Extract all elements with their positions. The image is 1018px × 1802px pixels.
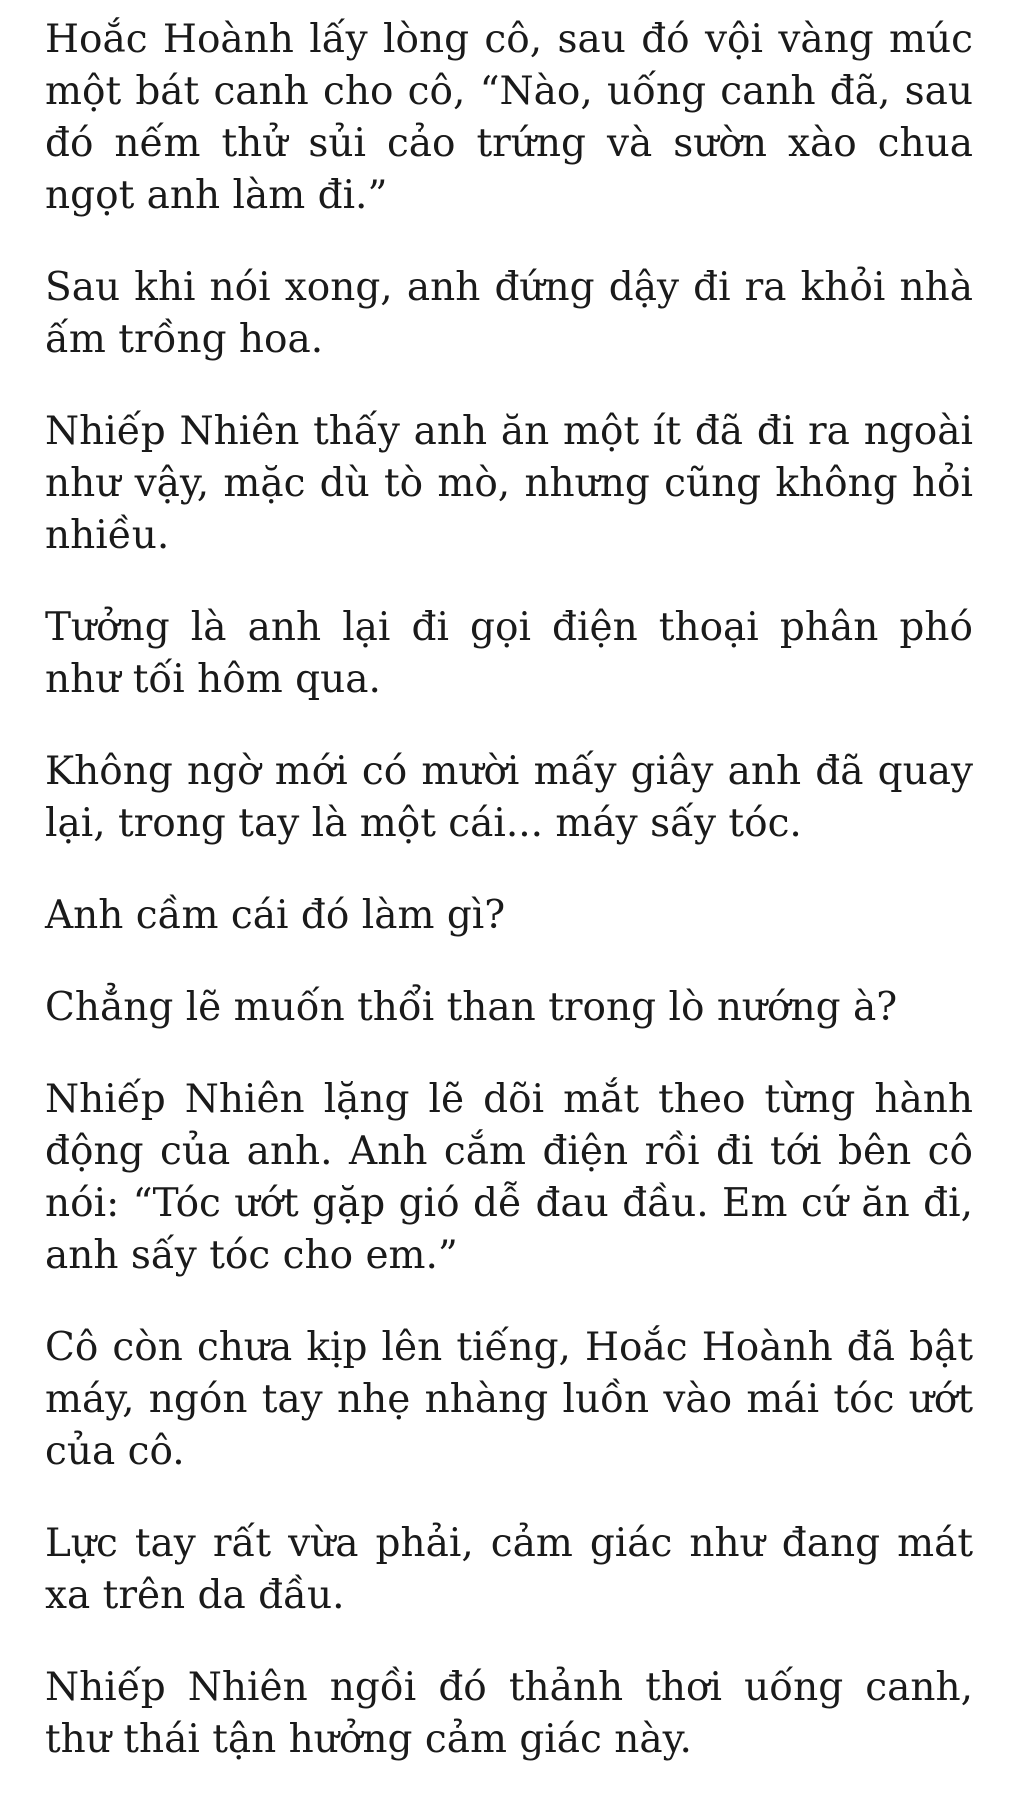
paragraph-3: Nhiếp Nhiên thấy anh ăn một ít đã đi ra ngoài như vậy, mặc dù tò mò, nhưng cũng không hỏi nhiều. xyxy=(45,409,973,558)
paragraph-6: Anh cầm cái đó làm gì? xyxy=(45,893,506,938)
paragraph-9: Cô còn chưa kịp lên tiếng, Hoắc Hoành đã bật máy, ngón tay nhẹ nhàng luồn vào mái tóc ướt của cô. xyxy=(45,1325,973,1474)
paragraph-4: Tưởng là anh lại đi gọi điện thoại phân phó như tối hôm qua. xyxy=(45,605,973,702)
paragraph-10: Lực tay rất vừa phải, cảm giác như đang mát xa trên da đầu. xyxy=(45,1521,973,1618)
paragraph-8: Nhiếp Nhiên lặng lẽ dõi mắt theo từng hành động của anh. Anh cắm điện rồi đi tới bên cô nói: “Tóc ướt gặp gió dễ đau đầu. Em cứ ăn đi, anh sấy tóc cho em.” xyxy=(45,1077,973,1278)
paragraph-2: Sau khi nói xong, anh đứng dậy đi ra khỏi nhà ấm trồng hoa. xyxy=(45,265,973,362)
paragraph-7: Chẳng lẽ muốn thổi than trong lò nướng à? xyxy=(45,985,898,1030)
paragraph-5: Không ngờ mới có mười mấy giây anh đã quay lại, trong tay là một cái... máy sấy tóc. xyxy=(45,749,973,846)
paragraph-11: Nhiếp Nhiên ngồi đó thảnh thơi uống canh, thư thái tận hưởng cảm giác này. xyxy=(45,1665,973,1762)
paragraph-1: Hoắc Hoành lấy lòng cô, sau đó vội vàng múc một bát canh cho cô, “Nào, uống canh đã, sau đó nếm thử sủi cảo trứng và sườn xào chua ngọt anh làm đi.” xyxy=(45,17,973,218)
